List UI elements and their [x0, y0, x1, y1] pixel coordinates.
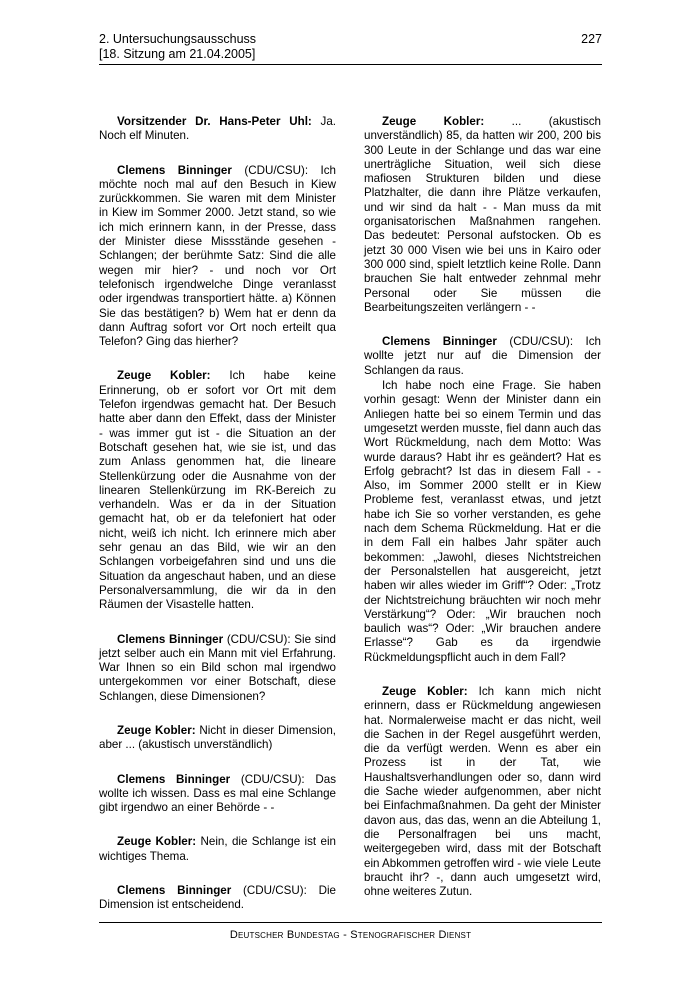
paragraph [99, 369, 336, 612]
committee-name: 2. Untersuchungsausschuss [99, 32, 257, 46]
speech-text: Ich habe noch eine Frage. Sie haben vorhin gesagt: Wenn der Minister dann ein Anliegen hatte bei so einem Termin und das umgesetzt werden musste, fiel dann auch das Wort Rückmeldung, nach dem Motto: Was wurde daraus? Habt ihr es geändert? Hat es Erfolg gebracht? Ist das in diesem Fall - - Also, im Sommer 2000 stellt er in Kiew Probleme fest, veranlasst etwas, und jetzt habe ich Sie so vorher verstanden, es gehe nach dem Schema Rückmeldung. Hat er die in dem Fall ein halbes Jahr später auch bekommen: „Jawohl, dieses Nichtstreichen der Personalstellen hat ausgereicht, jetzt haben wir alles wieder im Griff“? Oder: „Trotz der Nichtstreichung bräuchten wir noch mehr Verstärkung“? Oder: „Wir brauchen noch baulich was“? Oder: „Wir brauchen andere Erlasse“? Gab es da irgendwie Rückmeldungspflicht auch in dem Fall? [364, 379, 601, 664]
paragraph [99, 724, 336, 753]
speaker-name: Vorsitzender Dr. Hans-Peter Uhl: [117, 115, 312, 128]
paragraph [99, 115, 336, 144]
speaker-name: Zeuge Kobler: [117, 723, 196, 737]
speaker-name: Zeuge Kobler: [117, 835, 197, 849]
speech-text: Ich habe keine Erinnerung, ob er sofort vor Ort mit dem Telefon irgendwas gemacht hat. Der Besuch hatte aber dann den Effekt, dass der Minister - was immer gut ist - die Situation an der Botschaft gesehen hat, wie sie ist, und das zum Anlass genommen hat, die lineare Stellenkürzung oder die Ausnahme von der linearen Stellenkürzung im RK-Bereich zu verhandeln. Was er da in der Situation gemacht hat, ob er da telefoniert hat oder nicht, weiß ich nicht. Ich erinnere mich aber sehr genau an das Bild, wie wir an den Schlangen vorbeigefahren sind und uns die Situation da angeschaut haben, und an diese Personalversammlung, die wir da in den Räumen der Visastelle hatten. [99, 369, 336, 612]
left-column [99, 115, 336, 933]
right-column [364, 115, 601, 919]
speech-text: ... (akustisch unverständlich) 85, da hatten wir 200, 200 bis 300 Leute in der Schlange und das war eine unerträgliche Situation, weil sich diese mafiosen Strukturen bilden und diese Platzhalter, die dann ihre Plätze verkaufen, und wir sind da halt - - Man muss da mit organisatorischen Maßnahmen rangehen. Das bedeutet: Personal aufstocken. Ob es jetzt 30 000 Visen wie bei uns in Kairo oder 300 000 sind, spielt letztlich keine Rolle. Dann brauchen Sie halt entweder zehnmal mehr Personal oder Sie müssen die Bearbeitungszeiten verlängern - - [364, 115, 601, 314]
speaker-name: Clemens Binninger [117, 884, 232, 898]
speaker-name: Clemens Binninger [117, 163, 232, 177]
paragraph [99, 773, 336, 816]
speech-text: (CDU/CSU): Ich wollte jetzt nur auf die Dimension der Schlangen da raus. [364, 335, 602, 377]
speech-text: Nein, die Schlange ist ein wichtiges Thema. [99, 835, 336, 863]
paragraph [364, 685, 601, 899]
speech-text: Ja. Noch elf Minuten. [99, 115, 336, 143]
speaker-name: Clemens Binninger [382, 335, 497, 349]
speaker-name: Zeuge Kobler: [117, 369, 211, 383]
paragraph [364, 335, 601, 378]
session-info: [18. Sitzung am 21.04.2005] [99, 47, 256, 61]
paragraph [99, 884, 336, 913]
speech-text: (CDU/CSU): Das wollte ich wissen. Dass es mal eine Schlange gibt irgendwo an einer Behörde - - [99, 772, 337, 815]
page-header [99, 32, 602, 62]
paragraph [99, 633, 336, 704]
speech-text: Ich kann mich nicht erinnern, dass er Rückmeldung angewiesen hat. Normalerweise macht er das nicht, weil die Sachen in der Regel ausgeführt werden, die da verfügt werden. Wenn es aber ein Prozess ist in der Tat, wie Haushaltsverhandlungen oder so, dann wird die Sache wieder aufgenommen, aber nicht bei Einfachmaßnahmen. Da geht der Minister davon aus, das das, wenn an die Abteilung 1, die Personalfragen bei uns macht, weitergegeben wird, dass mit der Botschaft ein Abkommen getroffen wird - wie viele Leute braucht ihr? -, dann auch umgesetzt wird, ohne weiteres Zutun. [364, 684, 601, 899]
speech-text: (CDU/CSU): Die Dimension ist entscheidend. [99, 884, 336, 912]
page-footer: Deutscher Bundestag - Stenografischer Dienst [229, 929, 472, 941]
speaker-name: Zeuge Kobler: [382, 115, 485, 128]
paragraph-continued [364, 379, 601, 665]
paragraph [99, 835, 336, 864]
header-divider [99, 64, 602, 65]
paragraph [99, 164, 336, 350]
page-number: 227 [581, 32, 602, 46]
speech-text: (CDU/CSU): Ich möchte noch mal auf den Besuch in Kiew zurückkommen. Sie waren mit dem Minister in Kiew im Sommer 2000. Jetzt stand, so wie ich mich erinnern kann, in der Presse, dass der Minister diese Missstände gesehen - Schlangen; der berühmte Satz: Sind die alle wegen mir hier? - und noch vor Ort telefonisch irgendwelche Dinge veranlasst oder irgendwas transportiert hätte. a) Können Sie das bestätigen? b) Wem hat er denn da dann Auftrag sofort vor Ort noch erteilt qua Telefon? Ging das hierher? [99, 163, 337, 349]
footer-divider [99, 922, 602, 923]
speaker-name: Zeuge Kobler: [382, 684, 468, 698]
speaker-name: Clemens Binninger [117, 772, 231, 786]
paragraph [364, 115, 601, 315]
speech-text: Nicht in dieser Dimension, aber ... (akustisch unverständlich) [99, 723, 336, 752]
speech-text: (CDU/CSU): Sie sind jetzt selber auch ein Mann mit viel Erfahrung. War Ihnen so ein Bild schon mal irgendwo untergekommen vor einer Botschaft, diese Schlangen, diese Dimensionen? [99, 632, 336, 703]
speaker-name: Clemens Binninger [117, 632, 224, 646]
